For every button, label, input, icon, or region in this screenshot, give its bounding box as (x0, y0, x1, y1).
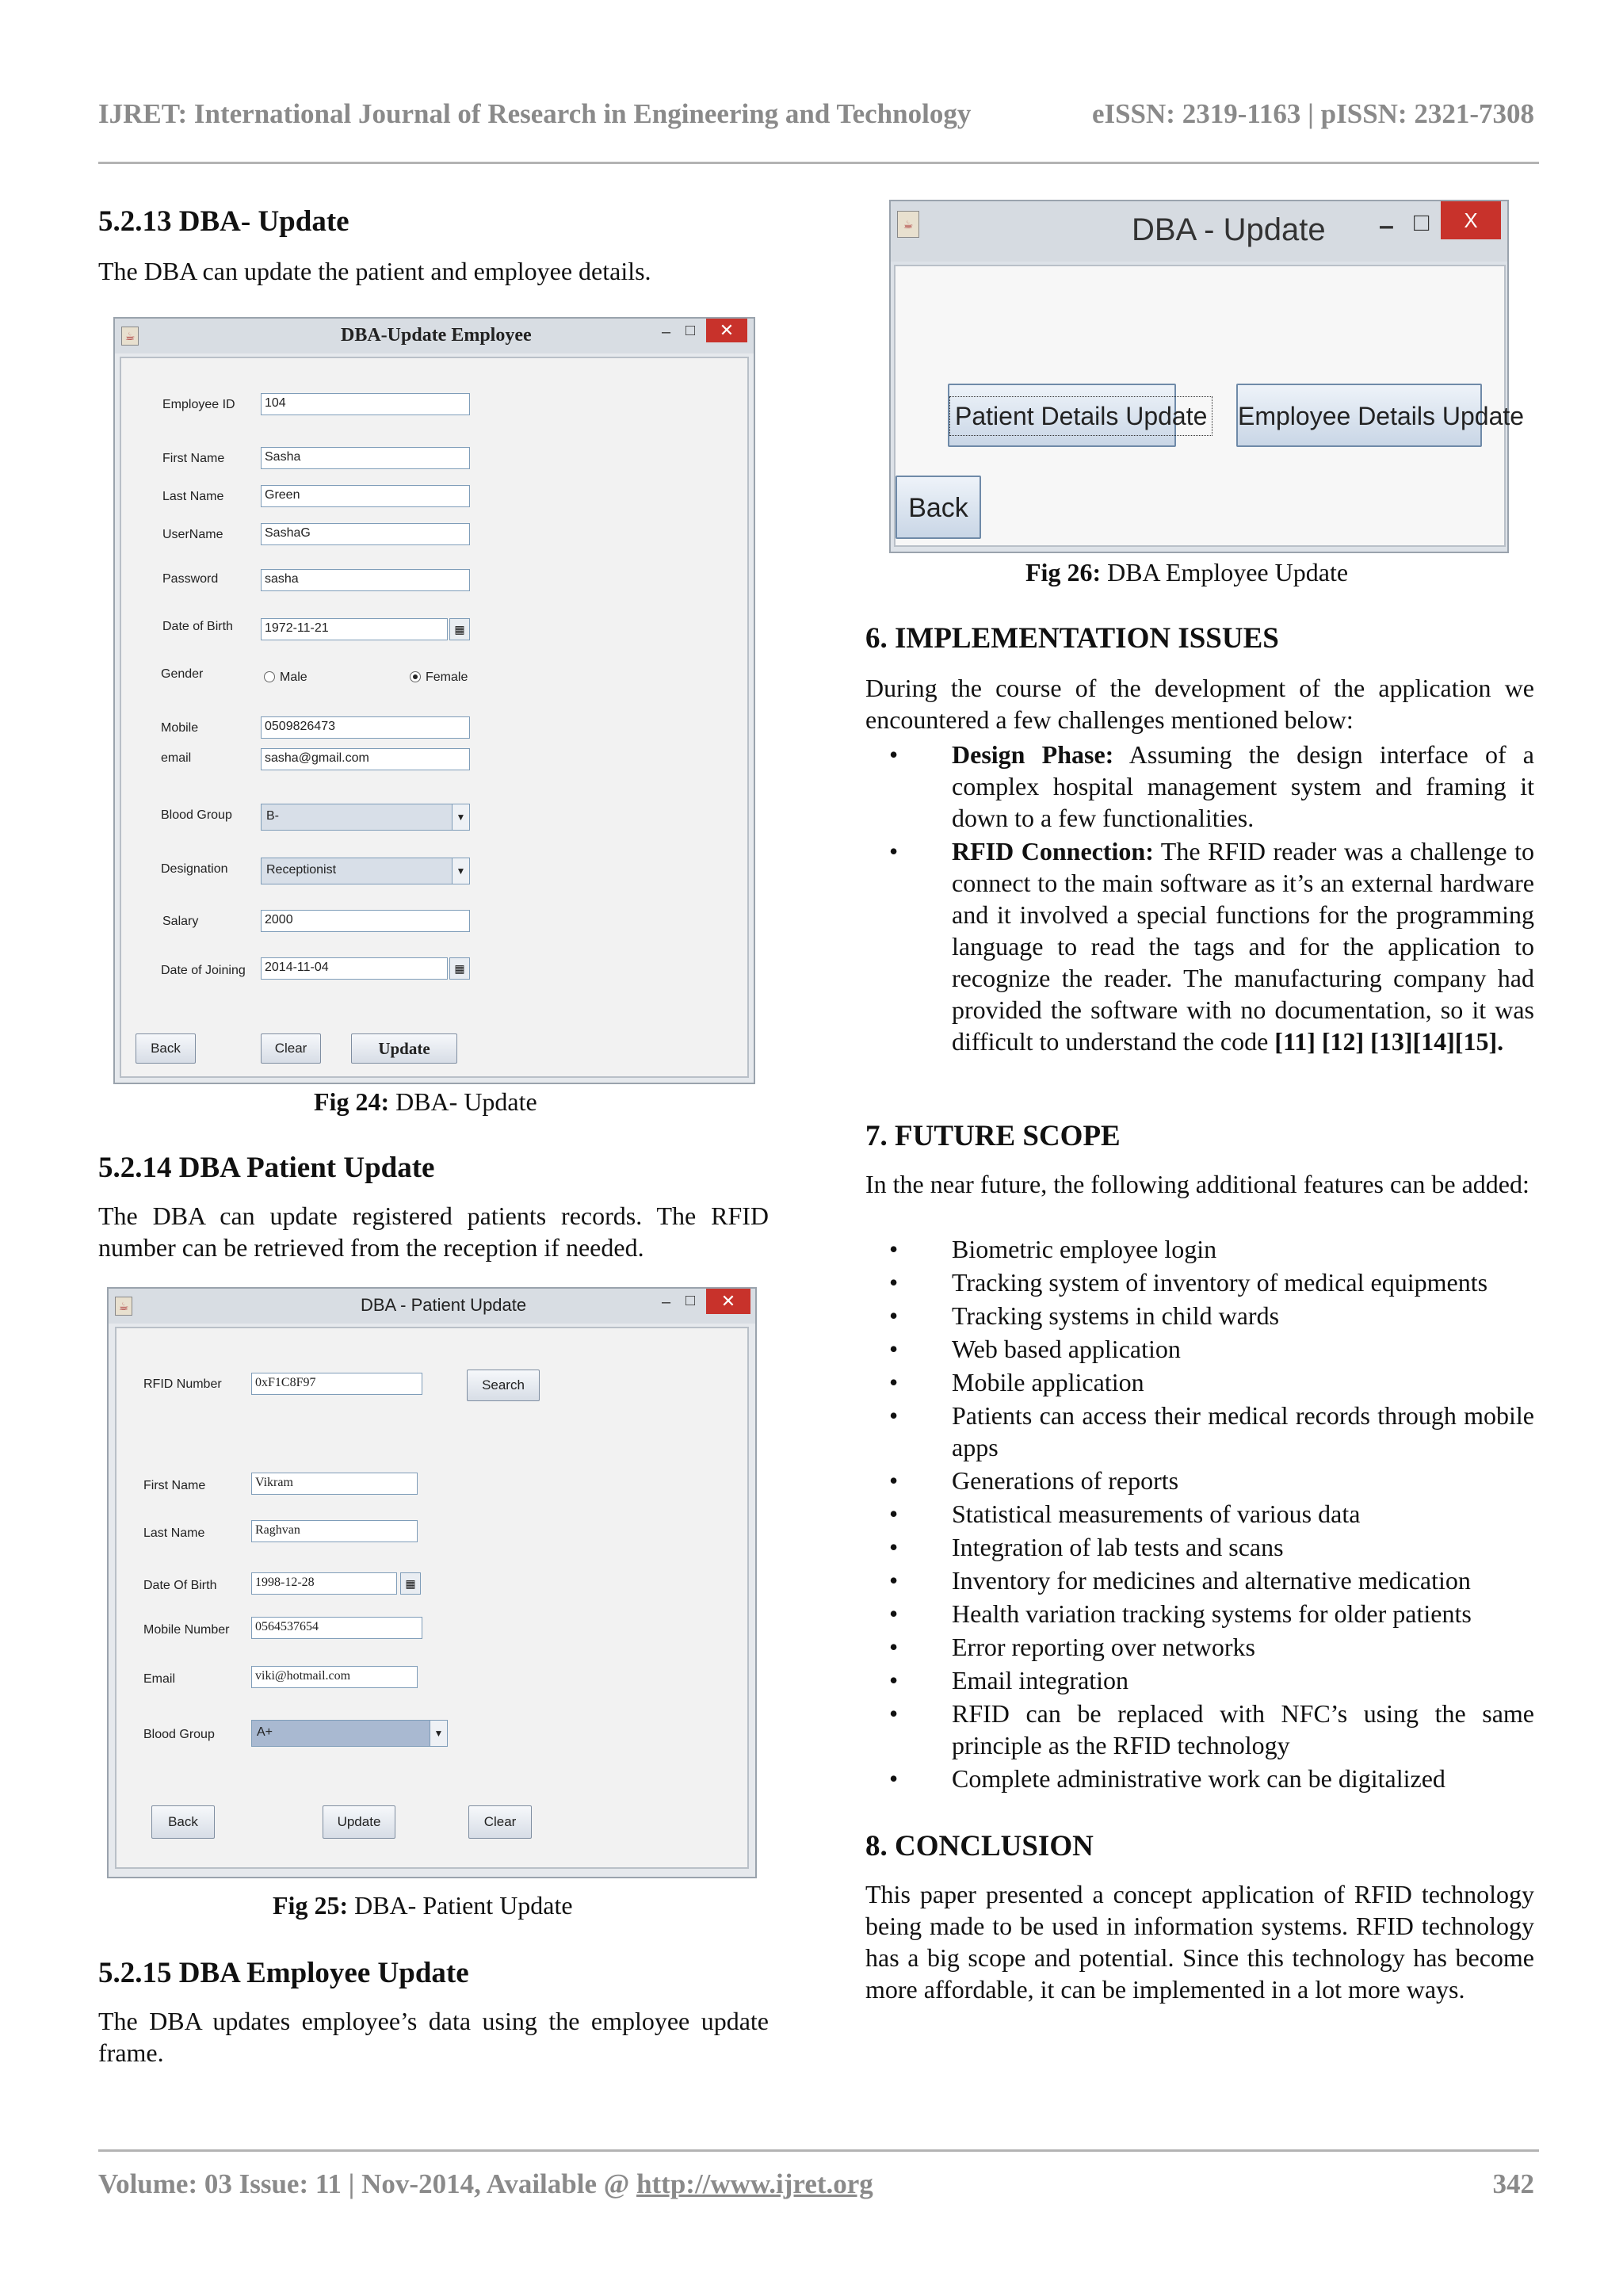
calendar-icon[interactable]: ▦ (449, 618, 470, 640)
employee-update-window (113, 317, 755, 1084)
salary-field[interactable]: 2000 (261, 910, 470, 932)
label-first-name: First Name (143, 1479, 206, 1492)
last-name-field[interactable]: Raghvan (251, 1520, 418, 1542)
maximize-icon[interactable]: □ (685, 1292, 696, 1309)
first-name-field[interactable]: Sasha (261, 447, 470, 469)
label-username: UserName (162, 528, 223, 541)
calendar-icon[interactable]: ▦ (449, 957, 470, 980)
update-button[interactable]: Update (323, 1805, 395, 1839)
label-mobile: Mobile (161, 721, 199, 735)
gender-female-label: Female (426, 670, 468, 684)
section-heading-5-2-13: 5.2.13 DBA- Update (98, 205, 349, 238)
label-email: email (161, 751, 192, 765)
dropdown-arrow-icon: ▼ (452, 804, 469, 830)
list-item: • Web based application (865, 1333, 1534, 1365)
section-text-5-2-15: The DBA updates employee’s data using the employee update frame. (98, 2007, 769, 2067)
implementation-issues-list (865, 739, 1534, 1059)
fig24-caption-label: Fig 24: (314, 1087, 390, 1116)
fig25-caption-label: Fig 25: (273, 1891, 349, 1920)
section-heading-6: 6. IMPLEMENTATION ISSUES (865, 622, 1279, 655)
label-email: Email (143, 1672, 176, 1686)
mobile-field[interactable]: 0509826473 (261, 716, 470, 739)
label-mobile-number: Mobile Number (143, 1623, 230, 1637)
form-panel (115, 1327, 749, 1869)
radio-selected-icon (410, 671, 421, 682)
label-last-name: Last Name (143, 1526, 205, 1540)
employee-details-update-button[interactable]: Employee Details Update (1236, 384, 1482, 447)
fig26-caption (1025, 558, 1348, 587)
item-text: The RFID reader was a challenge to connect to the main software as it’s an external hardware and it involved a special functions for the programming language to read the tags and for the application to recognize the reader. The manufacturing company had provided the software with no documentation, so it was difficult to understand the code (952, 837, 1535, 1056)
close-button[interactable]: X (1441, 201, 1501, 239)
designation-select[interactable] (261, 858, 470, 884)
label-date-of-birth: Date of Birth (162, 620, 233, 633)
journal-title: IJRET: International Journal of Research in Engineering and Technology (98, 98, 972, 129)
label-first-name: First Name (162, 452, 225, 465)
list-item: • Email integration (865, 1664, 1534, 1696)
section-heading-5-2-15: 5.2.15 DBA Employee Update (98, 1957, 469, 1989)
section-text-8: This paper presented a concept application of RFID technology being made to be used in information systems. RFID technology has a big scope and potential. Since this technology has become more affordable, it can be implemented in a lot more ways. (865, 1880, 1534, 2004)
label-date-of-birth: Date Of Birth (143, 1579, 217, 1592)
designation-value: Receptionist (266, 863, 337, 877)
title-bar (109, 1289, 755, 1324)
label-date-of-joining: Date of Joining (161, 964, 246, 977)
java-app-icon: ☕ (115, 1297, 132, 1316)
blood-group-select[interactable] (261, 804, 470, 831)
list-item (865, 739, 1534, 834)
item-term: RFID Connection: (952, 837, 1154, 865)
list-item: • Generations of reports (865, 1465, 1534, 1496)
label-gender: Gender (161, 667, 204, 681)
java-app-icon: ☕ (121, 327, 139, 346)
date-of-birth-field[interactable]: 1998-12-28 (251, 1572, 397, 1595)
blood-group-value: A+ (257, 1725, 273, 1739)
title-bar (115, 319, 754, 353)
close-button[interactable]: ✕ (706, 1289, 750, 1314)
window-title: DBA - Update (1132, 212, 1326, 247)
list-item: • Tracking systems in child wards (865, 1300, 1534, 1331)
fig26-caption-text: DBA Employee Update (1107, 558, 1349, 586)
fig25-caption-text: DBA- Patient Update (354, 1891, 573, 1920)
list-item: • Statistical measurements of various data (865, 1498, 1534, 1530)
label-employee-id: Employee ID (162, 398, 235, 411)
back-button[interactable]: Back (151, 1805, 215, 1839)
label-salary: Salary (162, 915, 199, 928)
blood-group-select[interactable] (251, 1720, 448, 1747)
fig24-caption (314, 1087, 537, 1117)
close-button[interactable]: ✕ (706, 319, 747, 342)
label-designation: Designation (161, 862, 228, 876)
minimize-icon[interactable]: – (662, 323, 671, 341)
list-item (865, 835, 1534, 1057)
email-field[interactable]: viki@hotmail.com (251, 1666, 418, 1688)
section-heading-7: 7. FUTURE SCOPE (865, 1120, 1121, 1152)
rfid-number-field[interactable]: 0xF1C8F97 (251, 1373, 422, 1395)
label-rfid-number: RFID Number (143, 1377, 222, 1391)
maximize-icon[interactable]: □ (685, 322, 696, 339)
footer-rule (98, 2149, 1539, 2152)
clear-button[interactable]: Clear (468, 1805, 532, 1839)
date-of-birth-field[interactable]: 1972-11-21 (261, 618, 448, 640)
maximize-icon[interactable]: □ (1414, 208, 1430, 236)
list-item: • Tracking system of inventory of medical equipments (865, 1266, 1534, 1298)
section-intro-6: During the course of the development of the application we encountered a few challenges mentioned below: (865, 674, 1534, 734)
window-title: DBA-Update Employee (341, 325, 532, 346)
list-item: • Biometric employee login (865, 1233, 1534, 1265)
username-field[interactable]: SashaG (261, 523, 470, 545)
list-item: • RFID can be replaced with NFC’s using the same principle as the RFID technology (865, 1698, 1534, 1761)
search-button[interactable]: Search (467, 1370, 540, 1401)
mobile-number-field[interactable]: 0564537654 (251, 1617, 422, 1639)
label-blood-group: Blood Group (143, 1728, 215, 1741)
list-item: • Integration of lab tests and scans (865, 1531, 1534, 1563)
header-rule (98, 162, 1539, 164)
employee-id-field[interactable]: 104 (261, 393, 470, 415)
fig26-caption-label: Fig 26: (1025, 558, 1102, 586)
java-app-icon: ☕ (897, 211, 919, 238)
form-panel (120, 357, 749, 1078)
label-blood-group: Blood Group (161, 808, 232, 822)
page-number: 342 (1492, 2168, 1534, 2199)
issn: eISSN: 2319-1163 | pISSN: 2321-7308 (1091, 98, 1534, 129)
fig25-caption (273, 1891, 573, 1920)
gender-female-radio[interactable] (410, 670, 468, 685)
section-text-5-2-14: The DBA can update registered patients records. The RFID number can be retrieved from the reception if needed. (98, 1201, 769, 1262)
date-of-joining-field[interactable]: 2014-11-04 (261, 957, 448, 980)
calendar-icon[interactable]: ▦ (400, 1572, 421, 1595)
dropdown-arrow-icon: ▼ (452, 858, 469, 884)
list-item: • Mobile application (865, 1366, 1534, 1398)
window-title: DBA - Patient Update (361, 1295, 527, 1315)
update-button[interactable]: Update (351, 1033, 457, 1064)
blood-group-value: B- (266, 809, 279, 823)
list-item: • Error reporting over networks (865, 1631, 1534, 1663)
label-password: Password (162, 572, 219, 586)
section-intro-7: In the near future, the following additional features can be added: (865, 1170, 1529, 1198)
list-item: • Complete administrative work can be digitalized (865, 1763, 1534, 1794)
patient-details-update-label: Patient Details Update (949, 396, 1212, 436)
title-bar (891, 201, 1507, 262)
fig24-caption-text: DBA- Update (395, 1087, 537, 1116)
button-panel (894, 265, 1525, 547)
password-field[interactable]: sasha (261, 569, 470, 591)
list-item: • Patients can access their medical records through mobile apps (865, 1400, 1534, 1463)
back-button[interactable]: Back (896, 476, 981, 539)
radio-icon (264, 671, 275, 682)
back-button[interactable]: Back (136, 1033, 196, 1064)
section-heading-5-2-14: 5.2.14 DBA Patient Update (98, 1152, 435, 1184)
footer-volume (98, 2168, 873, 2200)
minimize-icon[interactable]: – (1379, 211, 1394, 241)
item-text: Assuming the design interface of a complex hospital management system and framing it down to a few functionalities. (952, 740, 1535, 832)
list-item: • Inventory for medicines and alternative medication (865, 1564, 1534, 1596)
first-name-field[interactable]: Vikram (251, 1473, 418, 1495)
dba-update-window (889, 200, 1525, 553)
section-heading-8: 8. CONCLUSION (865, 1830, 1094, 1862)
label-last-name: Last Name (162, 490, 224, 503)
future-scope-list (865, 1233, 1534, 1796)
patient-update-window (107, 1287, 757, 1878)
list-item: • Health variation tracking systems for older patients (865, 1598, 1534, 1629)
last-name-field[interactable]: Green (261, 485, 470, 507)
item-refs: [11] [12] [13][14][15]. (1274, 1027, 1504, 1056)
item-term: Design Phase: (952, 740, 1114, 769)
dropdown-arrow-icon: ▼ (430, 1721, 447, 1746)
minimize-icon[interactable]: – (662, 1293, 671, 1311)
gender-male-radio[interactable] (264, 670, 307, 685)
email-field[interactable]: sasha@gmail.com (261, 748, 470, 770)
section-text-5-2-13: The DBA can update the patient and employee details. (98, 257, 651, 285)
clear-button[interactable]: Clear (261, 1033, 321, 1064)
footer-link[interactable]: http://www.ijret.org (636, 2168, 873, 2199)
footer-volume-text: Volume: 03 Issue: 11 | Nov-2014, Available @ (98, 2168, 637, 2199)
patient-details-update-button[interactable] (948, 384, 1208, 447)
gender-male-label: Male (280, 670, 307, 684)
